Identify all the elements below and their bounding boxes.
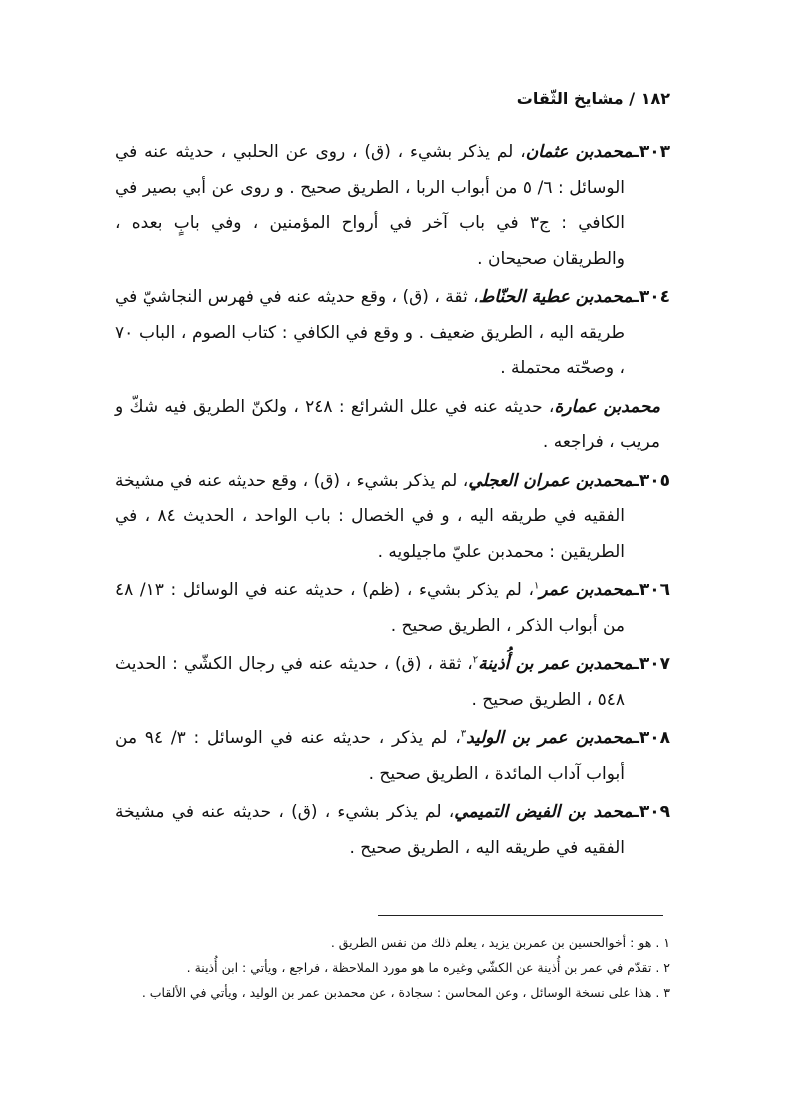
footnote-ref: ٢ [472, 654, 479, 666]
entry-unnumbered [115, 390, 670, 461]
entry-number: ٣٠٩ـ [633, 802, 670, 822]
footnote-3: ٣ . هذا على نسخة الوسائل ، وعن المحاسن : سجادة ، عن محمدبن عمر بن الوليد ، ويأتي في الألقاب . [141, 985, 670, 1000]
entry-text: ، لم يذكر ، حديثه عنه في الوسائل : ٣/ ٩٤ من أبواب آداب المائدة ، الطريق صحيح . [115, 728, 625, 784]
entry-text: ، لم يذكر بشيء ، (ق) ، حديثه عنه في مشيخة الفقيه في طريقه اليه ، الطريق صحيح . [115, 802, 625, 858]
narrator-name: محمدبن عمر [539, 580, 634, 600]
footnote-ref: ٣ [460, 728, 467, 740]
entry-number: ٣٠٧ـ [633, 654, 670, 674]
entry-number: ٣٠٣ـ [633, 142, 670, 162]
entry-305 [115, 464, 670, 571]
entry-number: ٣٠٥ـ [633, 470, 670, 491]
footnote-2: ٢ . تقدّم في عمر بن أُذينة عن الكشّي وغيره ما هو مورد الملاحظة ، فراجع ، ويأتي : ابن أُذينة . [186, 960, 670, 975]
entry-number: ٣٠٦ـ [633, 580, 670, 600]
narrator-name: محمدبن عمر بن الوليد [466, 728, 634, 748]
footnote-divider [378, 915, 663, 916]
running-header [517, 89, 670, 108]
entry-307 [115, 647, 670, 718]
book-title: مشايخ الثّقات [516, 89, 624, 108]
narrator-name: محمدبن عمارة [554, 396, 661, 417]
narrator-name: محمدبن عمران العجلي [468, 470, 634, 491]
narrator-name: محمدبن عمر بن أُذينة [478, 654, 634, 674]
entry-text: ، لم يذكر بشيء ، (ق) ، وقع حديثه عنه في مشيخة الفقيه في طريقه اليه ، و في الخصال : باب الواحد ، الحديث ٨٤ ، في الطريقين : محمدبن عليّ ماجيلويه . [115, 470, 625, 562]
footnote-1: ١ . هو : أخوالحسين بن عمربن يزيد ، يعلم ذلك من نفس الطريق . [330, 935, 670, 950]
entry-text: ، لم يذكر بشيء ، (ظم) ، حديثه عنه في الوسائل : ١٣/ ٤٨ من أبواب الذكر ، الطريق صحيح . [115, 580, 625, 636]
entry-text: ، ثقة ، (ق) ، وقع حديثه عنه في فهرس النجاشيّ في طريقه اليه ، الطريق ضعيف . و وقع في الكافي : كتاب الصوم ، الباب ٧٠ ، وصحّته محتملة . [115, 287, 625, 378]
entry-number: ٣٠٨ـ [633, 728, 671, 748]
entry-304 [115, 280, 670, 387]
entry-309 [115, 795, 670, 866]
page-number: ١٨٢ [640, 89, 670, 108]
narrator-name: محمد بن الفيض التميمي [454, 802, 634, 822]
page-body [115, 135, 670, 869]
footnote-ref: ١ [533, 580, 540, 592]
header-separator: / [629, 89, 636, 108]
narrator-name: محمدبن عثمان [525, 142, 634, 162]
entry-303 [115, 135, 670, 277]
entry-text: ، حديثه عنه في علل الشرائع : ٢٤٨ ، ولكنّ الطريق فيه شكّ و مريب ، فراجعه . [115, 396, 660, 452]
narrator-name: محمدبن عطية الحنّاط [478, 287, 634, 307]
entry-306 [115, 573, 670, 644]
footnotes [115, 930, 670, 1005]
entry-text: ، لم يذكر بشيء ، (ق) ، روى عن الحلبي ، حديثه عنه في الوسائل : ٦/ ٥ من أبواب الربا ، الطريق صحيح . و روى عن أبي بصير في الكافي : ج٣ في باب آخر في أرواح المؤمنين ، وفي بابٍ بعده ، والطريقان صحيحان . [115, 142, 626, 269]
entry-308 [115, 721, 670, 792]
entry-text: ، ثقة ، (ق) ، حديثه عنه في رجال الكشّي : الحديث ٥٤٨ ، الطريق صحيح . [115, 654, 625, 710]
entry-number: ٣٠٤ـ [633, 287, 670, 307]
